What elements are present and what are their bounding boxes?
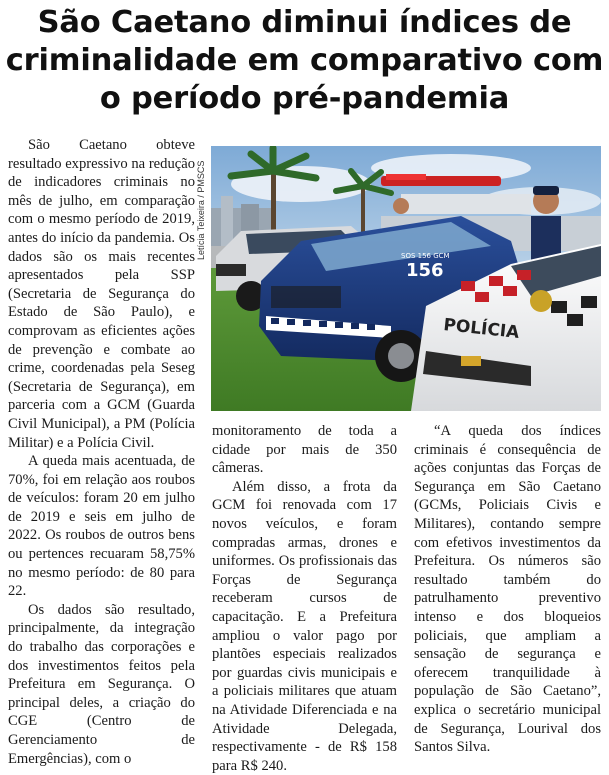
vehicle-door-text: POLÍCIA xyxy=(442,315,521,343)
article-column-3 xyxy=(414,422,601,757)
vehicle-code: SOS 156 GCM xyxy=(401,252,450,260)
paragraph: Os dados são resultado, principalmente, da integração do trabalho das corporações e dos investimentos feitos pela Prefeitura em Segurança. O principal deles, a criação do CGE (Centro de Gerenciamento de Emergências), com o xyxy=(8,601,195,767)
article-column-2 xyxy=(212,422,397,775)
vehicle-number: 156 xyxy=(406,260,444,281)
paragraph: monitoramento de toda a cidade por mais de 350 câmeras. xyxy=(212,423,397,477)
paragraph: São Caetano obteve resultado expressivo na redução de indicadores criminais no mês de julho, em comparação com o mesmo período de 2019, antes do início da pandemia. Os dados são os mais recentes apresentados pela SSP (Secretaria de Segurança do Estado de São Paulo), e comprovam as eficientes ações de prevenção e combate ao crime, coordenadas pela Seseg (Secretaria de Segurança), em parceria com a GCM (Guarda Civil Municipal), a PM (Polícia Militar) e a Polícia Civil. xyxy=(8,137,195,451)
paragraph: “A queda dos índices criminais é consequência de ações conjuntas das Forças de Segurança em São Caetano (GCMs, Policiais Civis e Militares), contando sempre com efetivos investimentos da Prefeitura. Os números são resultado também do patrulhamento preventivo intenso e dos bloqueios policiais, que ampliam a sensação de segurança e oferecem tranquilidade à população de São Caetano”, explica o secretário municipal de Segurança, Lourival dos Santos Silva. xyxy=(414,423,601,756)
article-column-1 xyxy=(8,136,195,768)
paragraph: Além disso, a frota da GCM foi renovada com 17 novos veículos, e foram compradas armas, drones e uniformes. Os profissionais das Forças de Segurança receberam cursos de capacitação. E a Prefeitura ampliou o valor pago por plantões especiais realizados por guardas civis municipais e a policiais militares que atuam na Atividade Diferenciada e na Atividade Delegada, respectivamente - de R$ 158 para R$ 240. xyxy=(212,478,397,774)
photo-credit: Letícia Teixeira / PMSCS xyxy=(196,160,206,260)
article-headline: São Caetano diminui índices de criminalidade em comparativo com o período pré-pandemia xyxy=(5,5,604,116)
paragraph: A queda mais acentuada, de 70%, foi em relação aos roubos de veículos: foram 20 em julho de 2019 e seis em julho de 2022. Os roubos de outros bens ou pertences recuaram 58,75% no mesmo período: de 80 para 22. xyxy=(8,453,195,600)
police-vehicles-illustration xyxy=(211,146,601,411)
article-photo xyxy=(211,146,601,411)
